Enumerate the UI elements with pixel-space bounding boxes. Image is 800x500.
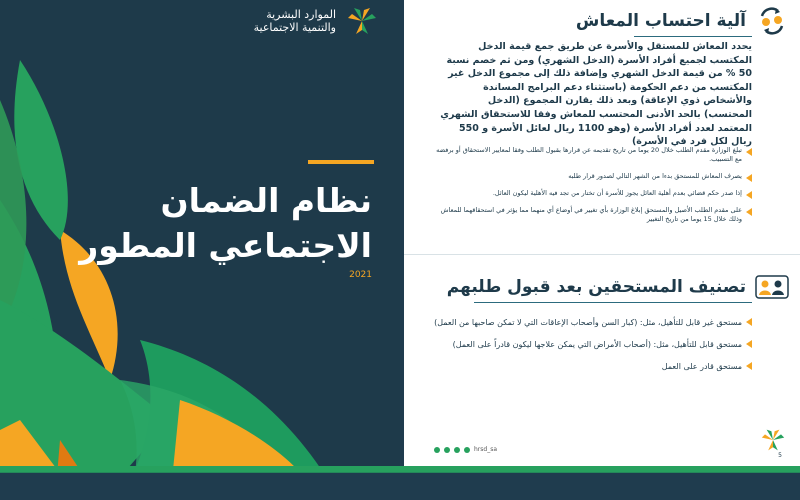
list-item: مستحق قادر على العمل xyxy=(434,360,752,373)
list-item: إذا صدر حكم قضائي بعدم أهلية العائل يجوز للأسرة أن تختار من تجد فيه الأهلية ليكون العائل. xyxy=(434,189,752,198)
ministry-emblem-icon xyxy=(344,6,380,36)
list-item: مستحق غير قابل للتأهيل، مثل: (كبار السن وأصحاب الإعاقات التي لا تمكن صاحبها من العمل) xyxy=(434,316,752,329)
people-group-icon xyxy=(754,272,790,302)
logo-line-1: الموارد البشرية xyxy=(266,8,336,21)
cover-year: 2021 xyxy=(349,270,372,280)
section1-header xyxy=(576,6,790,36)
section2-header xyxy=(447,272,790,302)
cycle-coins-icon xyxy=(754,6,790,36)
list-item: مستحق قابل للتأهيل، مثل: (أصحاب الأمراض التي يمكن علاجها ليكون قادراً على العمل) xyxy=(434,338,752,351)
page-number: 5 xyxy=(778,452,782,459)
list-item: يصرف المعاش للمستحق بدءا من الشهر التالي لصدور قرار طلبه xyxy=(434,172,752,181)
bottom-green-band xyxy=(0,466,800,500)
section1-paragraph: يحدد المعاش للمستقل والأسرة عن طريق جمع قيمة الدخل المكتسب لجميع أفراد الأسرة (الدخل الشهري) ومن ثم خصم نسبة 50 % من قيمة الدخل الشهري وإضافة ذلك إلى مجموع الدخل غير المكتسب من دعم الحكومة (باستثناء دعم البرامج المساندة والأشخاص ذوي الإعاقة) وبعد ذلك يقارن المجموع (الدخل المحتسب) بالحد الأدنى المحتسب للمعاش وفقا للاستحقاق الشهري المعتمد لعدد أفراد الأسرة (وهو 1100 ريال لعائل الأسرة و 550 ريال لكل فرد في الأسرة) xyxy=(440,41,752,148)
logo-line-2: والتنمية الاجتماعية xyxy=(253,21,336,34)
list-item: تبلغ الوزارة مقدم الطلب خلال 20 يوما من تاريخ تقديمه عن قرارها بقبول الطلب وفقا لمعايير الاستحقاق أو برفضه مع التسبيب. xyxy=(434,146,752,164)
section2-bullets xyxy=(434,316,752,382)
social-icon xyxy=(434,447,440,453)
ministry-emblem-icon xyxy=(756,428,790,452)
ministry-logo xyxy=(254,6,380,36)
cover-title-line-1: نظام الضمان xyxy=(160,181,372,220)
social-icon xyxy=(454,447,460,453)
list-item: على مقدم الطلب الأصيل والمستحق إبلاغ الوزارة بأي تغيير في أوضاع أي منهما مما يؤثر في استحقاقهما للمعاش وذلك خلال 15 يوما من تاريخ التغيير xyxy=(434,206,752,224)
section2-heading: تصنيف المستحقين بعد قبول طلبهم xyxy=(446,277,746,297)
social-handle: hrsd_sa xyxy=(474,446,498,453)
section1-rule xyxy=(634,36,752,37)
title-accent-bar xyxy=(308,160,374,164)
section1-heading: آلية احتساب المعاش xyxy=(575,11,746,31)
section2-rule xyxy=(474,302,752,303)
social-icon xyxy=(464,447,470,453)
social-icon xyxy=(444,447,450,453)
cover-title xyxy=(42,178,372,268)
section1-bullets xyxy=(434,146,752,232)
section-divider xyxy=(404,254,800,255)
bottom-strip xyxy=(0,466,800,500)
content-page xyxy=(404,0,800,466)
cover-title-line-2: الاجتماعي المطور xyxy=(79,226,372,265)
social-footer xyxy=(434,446,497,453)
